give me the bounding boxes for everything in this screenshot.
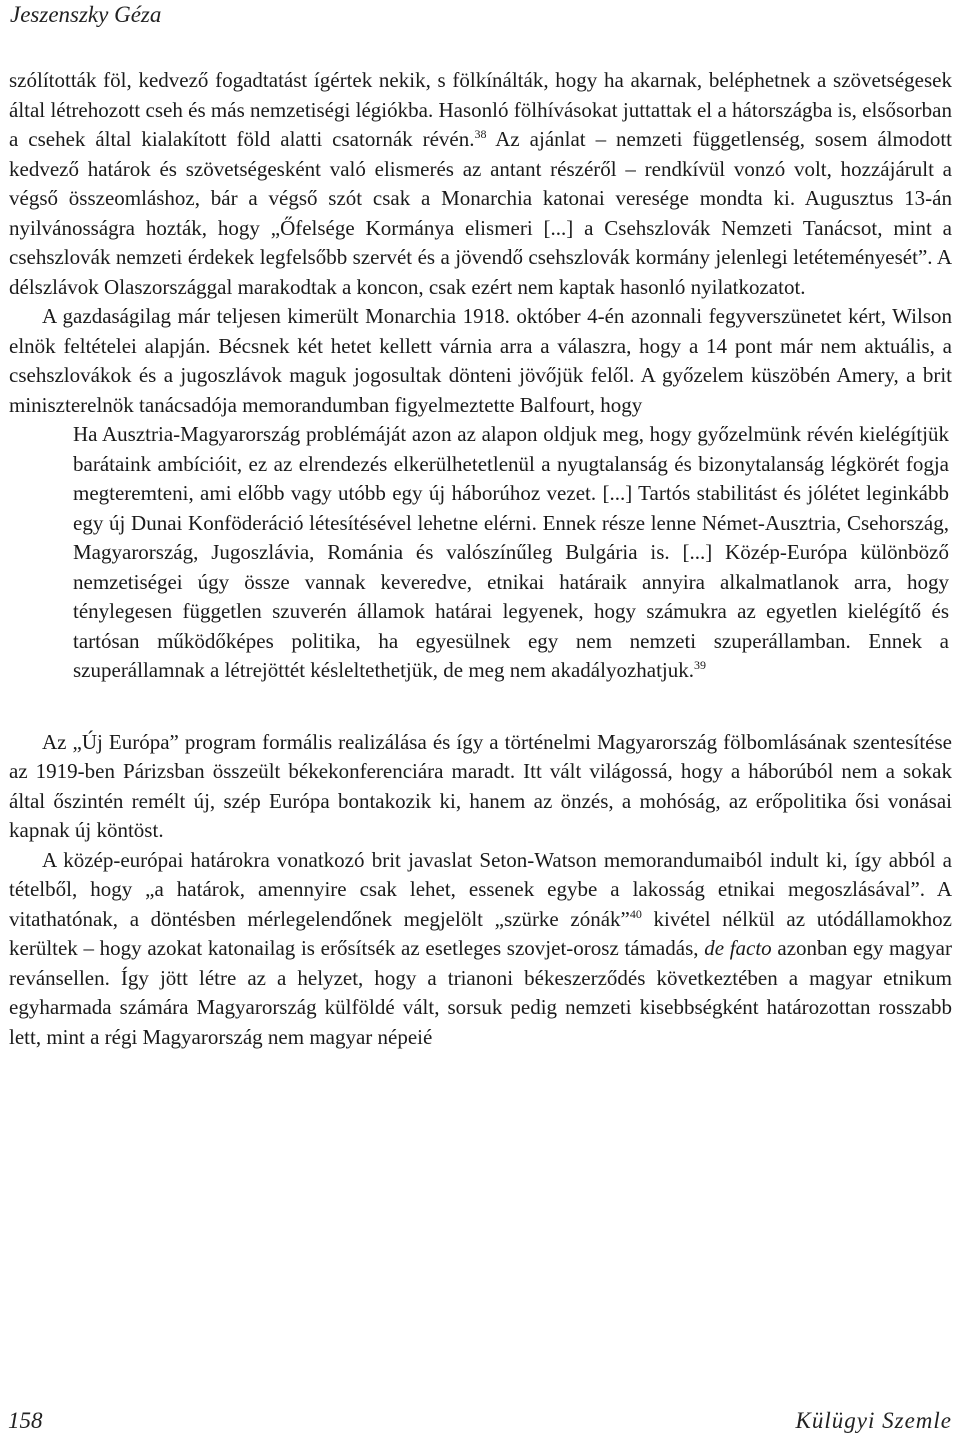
paragraph-4-part-b: kivétel nélkül az utódállamokhoz kerültek – hogy azokat katonailag is erősítsék az esetleges szovjet-orosz támadás, — [9, 906, 952, 960]
paragraph-2: A gazdaságilag már teljesen kimerült Monarchia 1918. október 4-én azonnali fegyverszünetet kért, Wilson elnök feltételei alapján. Bécsnek két hetet kellett várnia arra a válaszra, hogy a 14 pont már nem aktuális, a csehszlovákok és a jugoszlávok maguk jogosultak dönteni jövőjük felől. A győzelem küszöbén Amery, a brit miniszterelnök tanácsadója memorandumban figyelmeztette Balfourt, hogy — [9, 304, 952, 417]
paragraph-1 — [9, 66, 952, 302]
page-number: 158 — [8, 1408, 43, 1433]
paragraph-4-part-d: azonban egy magyar revánsellen. Így jött létre az a helyzet, hogy a trianoni békeszerződés következtében a magyar etnikum egyharmada számára Magyarország külföldé vált, sorsuk pedig nemzeti kisebbségként határozottan rosszabb lett, mint a régi Magyarország nem magyar népeié — [9, 936, 952, 1049]
section-gap — [9, 686, 952, 728]
paragraph-4-italic-term: de facto — [704, 936, 772, 960]
journal-title: Külügyi Szemle — [795, 1408, 952, 1433]
footnote-ref-38[interactable]: 38 — [474, 127, 487, 141]
paragraph-4 — [9, 846, 952, 1053]
footnote-ref-40[interactable]: 40 — [629, 906, 642, 921]
paragraph-3: Az „Új Európa” program formális realizálása és így a történelmi Magyarország fölbomlásának szentesítése az 1919-ben Párizsban összeült békekonferenciára maradt. Itt vált világossá, hogy a háborúból nem a sokak által őszintén remélt új, szép Európa bontakozik ki, hanem az önzés, a mohóság, az erőpolitika ősi vonásai kapnak új köntöst. — [9, 729, 952, 842]
footnote-ref-39[interactable]: 39 — [694, 658, 707, 672]
paragraph-1-part-a: szólították föl, kedvező fogadtatást ígértek nekik, s fölkínálták, hogy ha akarnak, beléphetnek a szövetségesek által létrehozott cseh és más nemzetiségi légiókba. Hasonló fölhívásokat juttattak el a hátországba is, elsősorban a csehek által kialakított föld alatti csatornák révén. — [9, 68, 952, 151]
body-text — [9, 66, 952, 1052]
running-header-author: Jeszenszky Géza — [10, 2, 162, 27]
block-quote — [73, 420, 949, 686]
paragraph-1-part-b: Az ajánlat – nemzeti függetlenség, sosem álmodott kedvező határok és szövetségesként való elismerés az antant részéről – rendkívül vonzó volt, hozzájárult a végső összeomláshoz, bár a végső szót csak a Monarchia katonai veresége mondta ki. Augusztus 13-án nyilvánosságra hozták, hogy „Őfelsége Kormánya elismeri [...] a Csehszlovák Nemzeti Tanácsot, mint a csehszlovák nemzeti érdekek legfelsőbb szervét és a jövendő csehszlovák kormány jelenlegi letéteményesét”. A délszlávok Olaszországgal marakodtak a koncon, csak ezért nem kaptak hasonló nyilatkozatot. — [9, 127, 952, 299]
paragraph-4-part-a: A közép-európai határokra vonatkozó brit javaslat Seton-Watson memorandumaiból indult ki, így abból a tételből, hogy „a határok, amennyire csak lehet, essenek egybe a lakosság etnikai megoszlásával”. A vitathatónak, a döntésben mérlegelendőnek megjelölt „szürke zónák” — [9, 847, 952, 931]
block-quote-text: Ha Ausztria-Magyarország problémáját azon az alapon oldjuk meg, hogy győzelmünk révén kielégítjük barátaink ambícióit, ez az elrendezés elkerülhetetlenül a nyugtalanság és bizonytalanság légkörét fogja megteremteni, ami előbb vagy utóbb egy új háborúhoz vezet. [...] Tartós stabilitást és jólétet leginkább egy új Dunai Konföderáció létesítésével lehetne elérni. Ennek része lenne Német-Ausztria, Csehország, Magyarország, Jugoszlávia, Románia és valószínűleg Bulgária is. [...] Közép-Európa különböző nemzetiségei úgy össze vannak keveredve, etnikai határaik annyira alkalmatlanok arra, hogy ténylegesen független szuverén államok határai legyenek, hogy számukra az egyetlen kielégítő és tartósan működőképes politika, ha egyesülnek egy nem nemzeti szuperállamban. Ennek a szuperállamnak a létrejöttét késleltethetjük, de meg nem akadályozhatjuk. — [73, 422, 949, 682]
